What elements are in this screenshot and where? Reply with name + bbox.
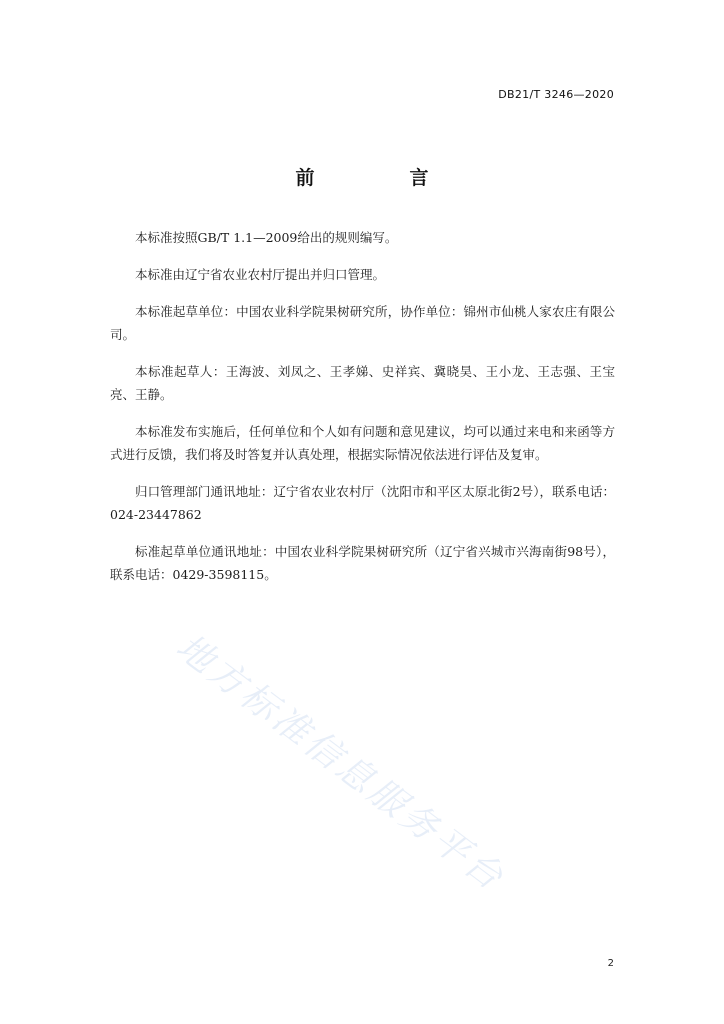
watermark: 地方标准信息服务平台 (168, 626, 513, 900)
paragraph-feedback: 本标准发布实施后，任何单位和个人如有问题和意见建议，均可以通过来电和来函等方式进行反馈，我们将及时答复并认真处理，根据实际情况依法进行评估及复审。 (110, 424, 615, 462)
paragraph-drafters: 本标准起草人：王海波、刘凤之、王孝娣、史祥宾、冀晓昊、王小龙、王志强、王宝亮、王静。 (110, 364, 615, 402)
paragraph-drafting-units: 本标准起草单位：中国农业科学院果树研究所，协作单位：锦州市仙桃人家农庄有限公司。 (110, 304, 615, 342)
page-number: 2 (607, 958, 614, 969)
standard-code: DB21/T 3246—2020 (498, 88, 614, 101)
page-title: 前 言 (295, 167, 467, 189)
paragraph-drafting-rules: 本标准按照GB/T 1.1—2009给出的规则编写。 (135, 230, 398, 245)
paragraph-proposer: 本标准由辽宁省农业农村厅提出并归口管理。 (135, 267, 386, 282)
paragraph-authority-address: 归口管理部门通讯地址：辽宁省农业农村厅（沈阳市和平区太原北街2号），联系电话：024-23447862 (110, 484, 615, 522)
document-body (110, 226, 615, 600)
paragraph-drafter-address: 标准起草单位通讯地址：中国农业科学院果树研究所（辽宁省兴城市兴海南街98号），联系电话：0429-3598115。 (110, 544, 615, 582)
